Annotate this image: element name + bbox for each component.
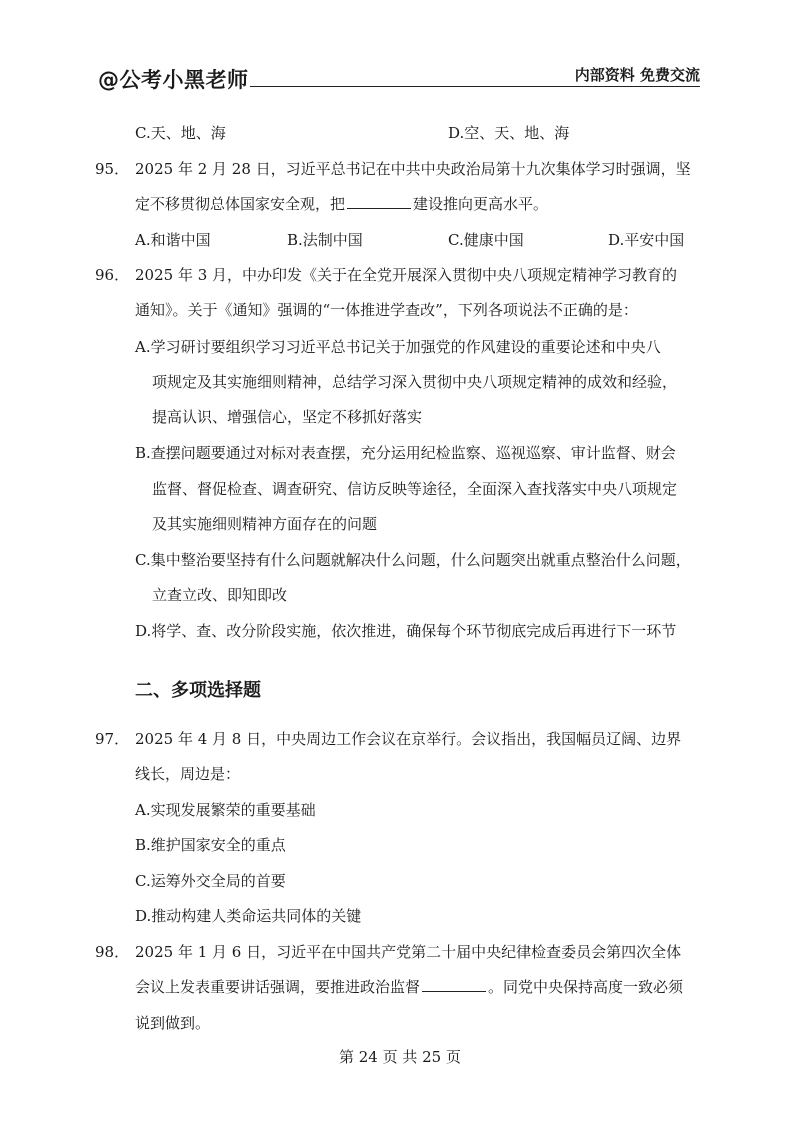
- q95-stem-line1: 2025 年 2 月 28 日，习近平总书记在中共中央政治局第十九次集体学习时强调，坚: [135, 160, 691, 178]
- header-brand: @公考小黑老师: [98, 68, 249, 92]
- q96-option-b-line3: 及其实施细则精神方面存在的问题: [152, 515, 378, 533]
- q97-option-d: D.推动构建人类命运共同体的关键: [135, 907, 362, 925]
- q95-option-d: D.平安中国: [608, 231, 685, 249]
- q96-option-a-line3: 提高认识、增强信心，坚定不移抓好落实: [152, 408, 423, 426]
- q97-stem-line2: 线长，周边是：: [135, 765, 241, 783]
- section-title-multiple-choice: 二、多项选择题: [135, 680, 261, 701]
- q95-stem-part1: 定不移贯彻总体国家安全观，把: [135, 195, 346, 213]
- q95-number: 95．: [95, 160, 130, 178]
- q97-stem-line1: 2025 年 4 月 8 日，中央周边工作会议在京举行。会议指出，我国幅员辽阔、边界: [135, 730, 682, 748]
- q97-option-c: C.运筹外交全局的首要: [135, 872, 286, 890]
- q98-stem-part1: 会议上发表重要讲话强调，要推进政治监督: [135, 978, 421, 996]
- q95-blank: [347, 194, 411, 209]
- q98-number: 98．: [95, 943, 130, 961]
- q95-option-c: C.健康中国: [448, 231, 524, 249]
- q96-number: 96．: [95, 266, 130, 284]
- q96-option-b-line2: 监督、督促检查、调查研究、信访反映等途径，全面深入查找落实中央八项规定: [152, 480, 678, 498]
- q97-option-b: B.维护国家安全的重点: [135, 836, 286, 854]
- q96-option-c-line2: 立查立改、即知即改: [152, 586, 288, 604]
- header-rule: [250, 86, 700, 87]
- q95-stem-part2: 建设推向更高水平。: [413, 195, 549, 213]
- q96-option-a-line2: 项规定及其实施细则精神，总结学习深入贯彻中央八项规定精神的成效和经验，: [152, 373, 678, 391]
- q97-option-a: A.实现发展繁荣的重要基础: [135, 801, 316, 819]
- q96-option-d: D.将学、查、改分阶段实施，依次推进，确保每个环节彻底完成后再进行下一环节: [135, 622, 677, 640]
- q98-stem-line2: [135, 976, 683, 997]
- q98-stem-part2: 。同党中央保持高度一致必须: [488, 978, 684, 996]
- q98-blank: [422, 977, 486, 992]
- q95-stem-line2: [135, 193, 548, 214]
- page-number: 第 24 页 共 25 页: [338, 1048, 461, 1066]
- q96-option-b-line1: B.查摆问题要通过对标对表查摆，充分运用纪检监察、巡视巡察、审计监督、财会: [135, 444, 676, 462]
- q98-stem-line3: 说到做到。: [135, 1014, 211, 1032]
- q96-option-a-line1: A.学习研讨要组织学习习近平总书记关于加强党的作风建设的重要论述和中央八: [135, 338, 661, 356]
- header-note: 内部资料 免费交流: [574, 66, 700, 84]
- q94-option-c: C.天、地、海: [135, 124, 226, 142]
- q94-option-d: D.空、天、地、海: [448, 124, 570, 142]
- q96-stem-line2: 通知》。关于《通知》强调的“一体推进学查改”，下列各项说法不正确的是：: [135, 301, 638, 319]
- q98-stem-line1: 2025 年 1 月 6 日，习近平在中国共产党第二十届中央纪律检查委员会第四次全体: [135, 943, 682, 961]
- q95-option-b: B.法制中国: [287, 231, 363, 249]
- q96-stem-line1: 2025 年 3 月，中办印发《关于在全党开展深入贯彻中央八项规定精神学习教育的: [135, 266, 678, 284]
- q96-option-c-line1: C.集中整治要坚持有什么问题就解决什么问题，什么问题突出就重点整治什么问题，: [135, 551, 691, 569]
- q95-option-a: A.和谐中国: [135, 231, 211, 249]
- q97-number: 97．: [95, 730, 130, 748]
